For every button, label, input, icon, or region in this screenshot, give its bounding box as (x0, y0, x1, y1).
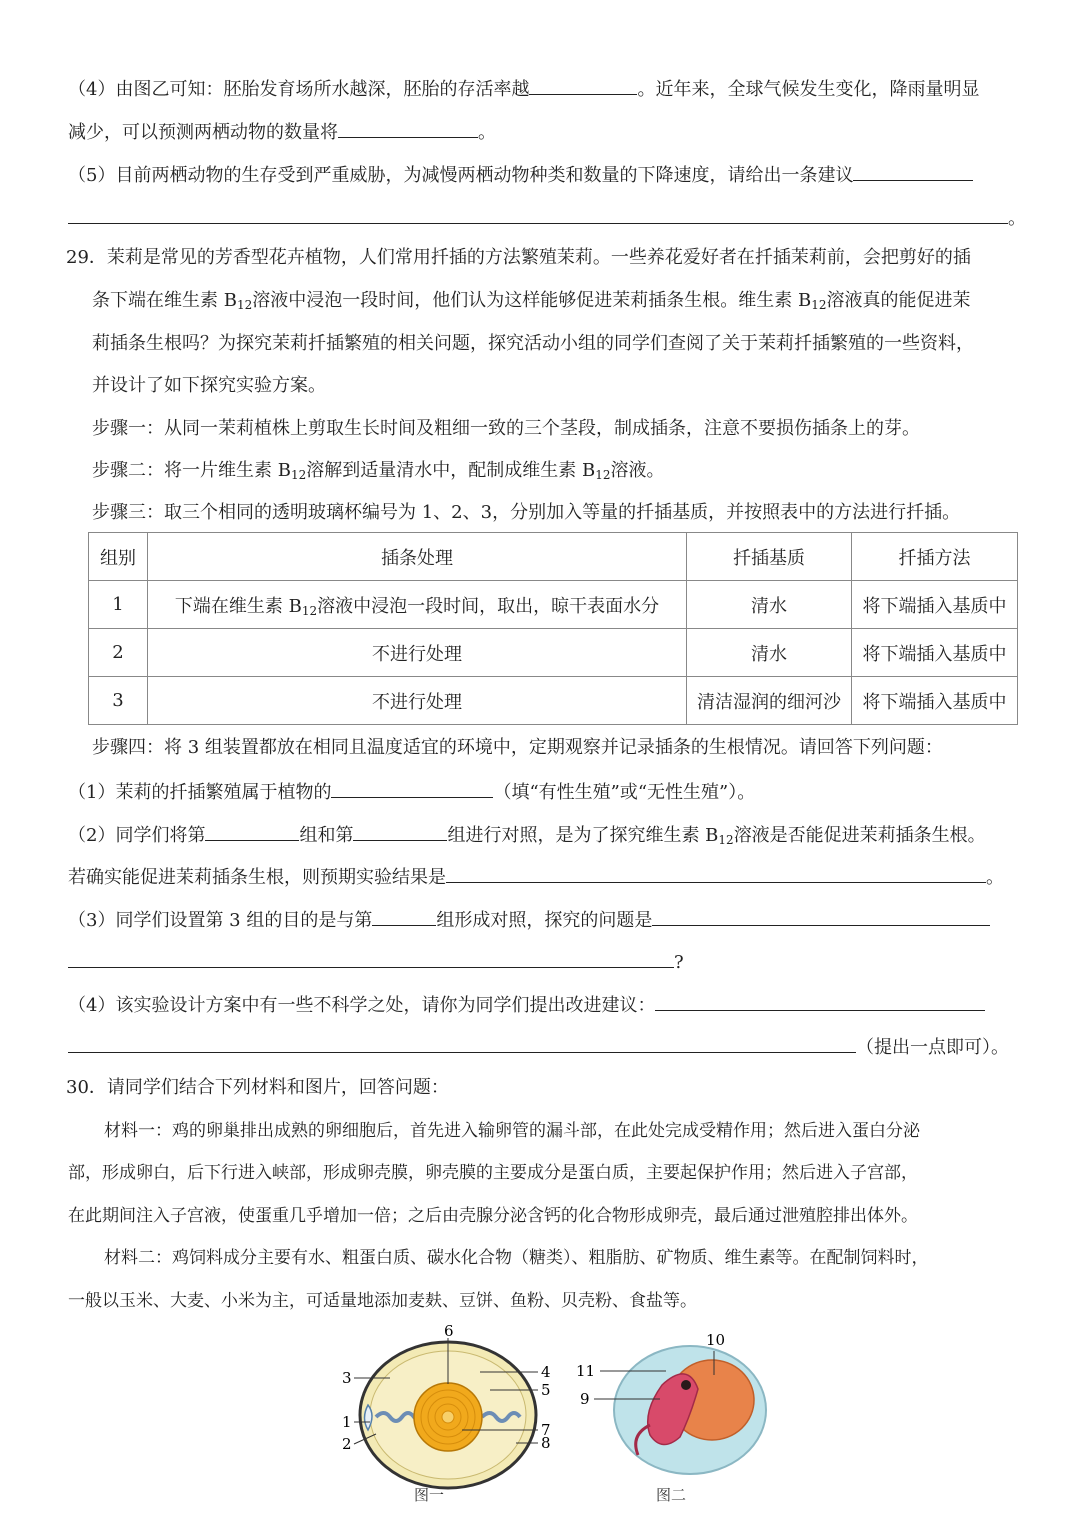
answer-blank[interactable] (331, 777, 493, 798)
q29-intro-line3: 莉插条生根吗？为探究茉莉扦插繁殖的相关问题，探究活动小组的同学们查阅了关于茉莉扦插繁殖的一些资料， (92, 333, 974, 354)
q29-sub1: （1）茉莉的扦插繁殖属于植物的 （填“有性生殖”或“无性生殖”）。 (68, 777, 755, 806)
q29-sub2-line2: 若确实能促进茉莉插条生根，则预期实验结果是 。 (68, 862, 1004, 891)
label-4: 4 (541, 1363, 551, 1381)
table-row: 1 下端在维生素 $B_{12}$溶液中浸泡一段时间，取出，晾干表面水分 清水 将下端插入基质中 (89, 581, 1018, 629)
label-6: 6 (444, 1322, 454, 1340)
q29-step3: 步骤三：取三个相同的透明玻璃杯编号为 1、2、3，分别加入等量的扦插基质，并按照表中的方法进行扦插。 (92, 502, 961, 523)
q28-part4-line1: （4）由图乙可知：胚胎发育场所水越深，胚胎的存活率越 。近年来，全球气候发生变化，降雨量明显 (68, 74, 979, 103)
answer-blank[interactable] (353, 820, 447, 841)
q29-sub2-line1: （2）同学们将第 组和第 组进行对照，是为了探究维生素 $B_{12}$溶液是否能促进茉莉插条生根。 (68, 820, 986, 853)
q29-intro-line1: 29．茉莉是常见的芳香型花卉植物，人们常用扦插的方法繁殖茉莉。一些养花爱好者在扦插茉莉前，会把剪好的插 (66, 247, 971, 268)
q28-part5-line2: 。 (68, 203, 1026, 232)
q29-step1: 步骤一：从同一茉莉植株上剪取生长时间及粗细一致的三个茎段，制成插条，注意不要损伤插条上的芽。 (92, 418, 920, 439)
answer-blank[interactable] (68, 1032, 856, 1053)
label-3: 3 (342, 1369, 352, 1387)
experiment-table (88, 532, 1018, 725)
material2-line1: 材料二：鸡饲料成分主要有水、粗蛋白质、碳水化合物（糖类）、粗脂肪、矿物质、维生素等。在配制饲料时， (104, 1248, 929, 1268)
q29-sub3-line2: ? (68, 947, 684, 976)
answer-blank[interactable] (652, 905, 990, 926)
figure1-caption: 图一 (414, 1486, 445, 1504)
q29-step2: 步骤二：将一片维生素 $B_{12}$溶解到适量清水中，配制成维生素 $B_{12}$溶液。 (92, 460, 665, 482)
label-8: 8 (541, 1434, 551, 1452)
egg-structure-figure (330, 1320, 570, 1510)
label-11: 11 (576, 1362, 596, 1380)
material2-line2: 一般以玉米、大麦、小米为主，可适量地添加麦麸、豆饼、鱼粉、贝壳粉、食盐等。 (68, 1291, 697, 1311)
answer-blank[interactable] (529, 74, 637, 95)
q29-sub4-line2: （提出一点即可）。 (68, 1032, 1009, 1061)
label-9: 9 (580, 1390, 590, 1408)
q30-intro: 30．请同学们结合下列材料和图片，回答问题： (66, 1077, 449, 1098)
material1-line1: 材料一：鸡的卵巢排出成熟的卵细胞后，首先进入输卵管的漏斗部，在此处完成受精作用；然后进入蛋白分泌 (104, 1121, 920, 1141)
q28-part5-line1: （5）目前两栖动物的生存受到严重威胁，为减慢两栖动物种类和数量的下降速度，请给出一条建议 (68, 160, 973, 189)
figure2-caption: 图二 (656, 1486, 687, 1504)
label-10: 10 (706, 1331, 726, 1349)
egg-yolk (414, 1383, 482, 1451)
q29-step4: 步骤四：将 3 组装置都放在相同且温度适宜的环境中，定期观察并记录插条的生根情况。请回答下列问题： (92, 737, 943, 758)
label-2: 2 (342, 1435, 352, 1453)
table-row: 3 不进行处理 清洁湿润的细河沙 将下端插入基质中 (89, 677, 1018, 725)
label-5: 5 (541, 1381, 551, 1399)
answer-blank[interactable] (68, 947, 674, 968)
answer-blank[interactable] (655, 990, 985, 1011)
q29-sub4-line1: （4）该实验设计方案中有一些不科学之处，请你为同学们提出改进建议： (68, 990, 985, 1019)
label-7: 7 (541, 1421, 551, 1439)
table-header-row (89, 533, 1018, 581)
header-method: 扦插方法 (852, 533, 1018, 581)
label-1: 1 (342, 1413, 352, 1431)
answer-blank[interactable] (853, 160, 973, 181)
header-medium: 扦插基质 (687, 533, 852, 581)
answer-blank[interactable] (205, 820, 299, 841)
header-group: 组别 (89, 533, 148, 581)
q29-sub3-line1: （3）同学们设置第 3 组的目的是与第 组形成对照，探究的问题是 (68, 905, 990, 934)
q29-intro-line4: 并设计了如下探究实验方案。 (92, 375, 326, 396)
answer-blank[interactable] (446, 862, 986, 883)
q29-intro-line2: 条下端在维生素 $B_{12}$溶液中浸泡一段时间，他们认为这样能够促进茉莉插条生根。维生素 $B_{12}$溶液真的能促进茉 (92, 290, 971, 312)
answer-blank[interactable] (338, 117, 478, 138)
answer-blank[interactable] (68, 203, 1008, 224)
material1-line2: 部，形成卵白，后下行进入峡部，形成卵壳膜，卵壳膜的主要成分是蛋白质，主要起保护作用；然后进入子宫部， (68, 1163, 918, 1183)
header-treatment: 插条处理 (148, 533, 687, 581)
answer-blank[interactable] (372, 905, 436, 926)
q28-part4-line2: 减少，可以预测两栖动物的数量将 。 (68, 117, 496, 146)
table-row: 2 不进行处理 清水 将下端插入基质中 (89, 629, 1018, 677)
material1-line3: 在此期间注入子宫液，使蛋重几乎增加一倍；之后由壳腺分泌含钙的化合物形成卵壳，最后通过泄殖腔排出体外。 (68, 1206, 918, 1226)
embryo-figure (570, 1325, 780, 1495)
